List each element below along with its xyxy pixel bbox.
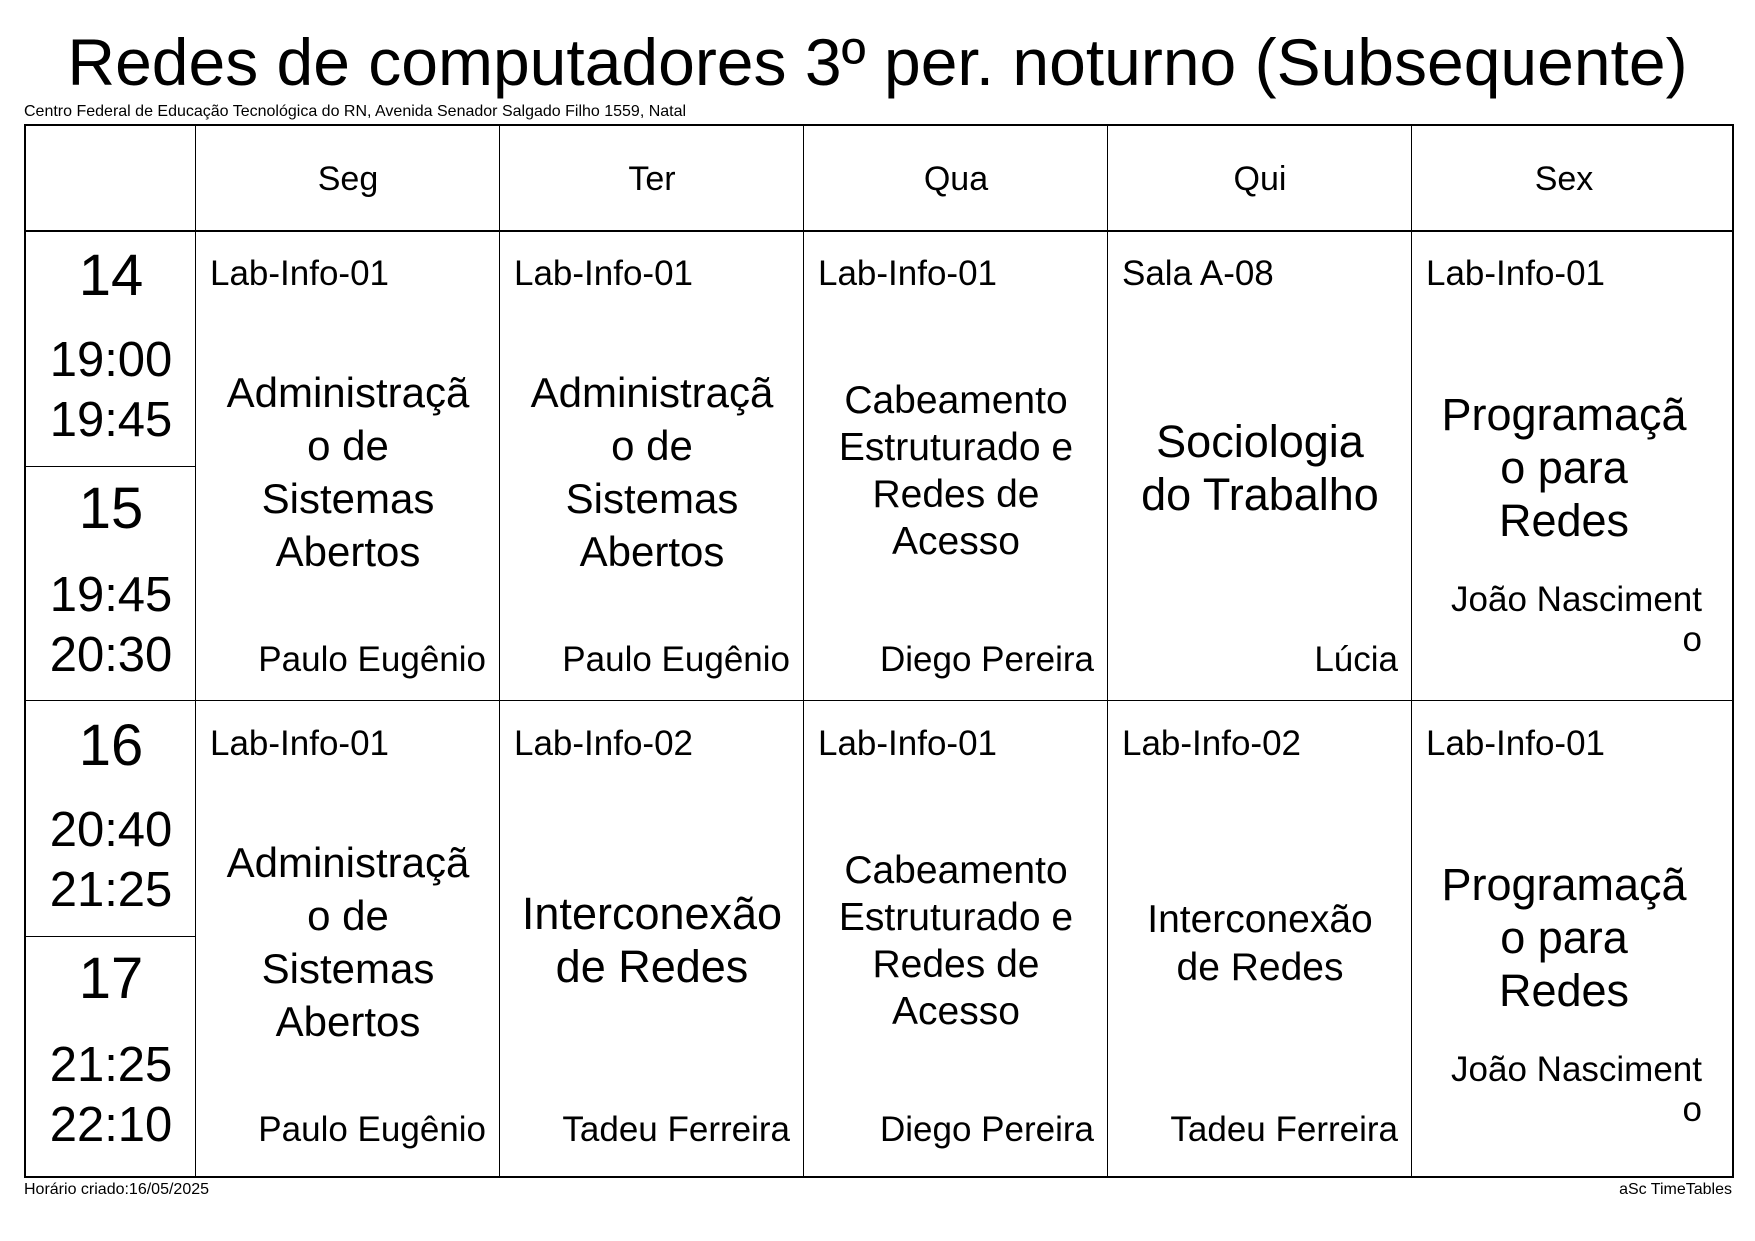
lesson-room: Sala A-08 bbox=[1122, 254, 1274, 293]
day-header-qui: Qui bbox=[1233, 159, 1287, 198]
lesson-room: Lab-Info-01 bbox=[1426, 724, 1606, 763]
lesson-subject: Interconexão de Redes bbox=[521, 888, 783, 992]
period-header bbox=[26, 467, 196, 701]
period-end: 19:45 bbox=[49, 393, 173, 447]
lesson-cell-qua-16[interactable] bbox=[804, 702, 1108, 1172]
created-date: Horário criado:16/05/2025 bbox=[24, 1181, 210, 1198]
period-start: 19:00 bbox=[49, 333, 173, 387]
page-title: Redes de computadores 3º per. noturno (Subsequente) bbox=[67, 25, 1688, 99]
period-start: 19:45 bbox=[49, 568, 173, 622]
period-header bbox=[26, 937, 196, 1172]
day-header-qua: Qua bbox=[923, 159, 989, 198]
period-number: 15 bbox=[78, 476, 144, 541]
lesson-cell-qui-14[interactable] bbox=[1108, 232, 1412, 700]
lesson-teacher: Diego Pereira bbox=[880, 1110, 1094, 1149]
lesson-subject: Programaçã o para Redes bbox=[1441, 859, 1687, 1016]
period-number: 14 bbox=[78, 243, 144, 308]
lesson-cell-qui-16[interactable] bbox=[1108, 702, 1412, 1172]
software-credit: aSc TimeTables bbox=[1619, 1181, 1732, 1198]
period-number: 17 bbox=[78, 946, 144, 1011]
lesson-room: Lab-Info-01 bbox=[818, 254, 998, 293]
lesson-subject: Administraçã o de Sistemas Abertos bbox=[530, 369, 774, 575]
period-end: 20:30 bbox=[49, 628, 173, 682]
lesson-teacher: Diego Pereira bbox=[880, 640, 1094, 679]
lesson-cell-seg-16[interactable] bbox=[196, 702, 500, 1172]
lesson-room: Lab-Info-02 bbox=[1122, 724, 1302, 763]
lesson-subject: Administraçã o de Sistemas Abertos bbox=[226, 839, 470, 1045]
lesson-room: Lab-Info-01 bbox=[514, 254, 694, 293]
period-end: 21:25 bbox=[49, 863, 173, 917]
lesson-room: Lab-Info-01 bbox=[210, 254, 390, 293]
lesson-subject: Interconexão de Redes bbox=[1147, 898, 1373, 989]
lesson-room: Lab-Info-01 bbox=[1426, 254, 1606, 293]
lesson-teacher: João Nasciment o bbox=[1451, 580, 1702, 659]
lesson-cell-ter-16[interactable] bbox=[500, 702, 804, 1172]
lesson-subject: Sociologia do Trabalho bbox=[1141, 416, 1379, 520]
period-number: 16 bbox=[78, 713, 144, 778]
lesson-teacher: Tadeu Ferreira bbox=[1170, 1110, 1398, 1149]
lesson-cell-seg-14[interactable] bbox=[196, 232, 500, 700]
timetable-grid bbox=[24, 124, 1734, 1178]
lesson-teacher: Paulo Eugênio bbox=[562, 640, 790, 679]
day-header-seg: Seg bbox=[317, 159, 379, 198]
lesson-subject: Cabeamento Estruturado e Redes de Acesso bbox=[838, 849, 1074, 1033]
lesson-teacher: Paulo Eugênio bbox=[258, 640, 486, 679]
lesson-subject: Programaçã o para Redes bbox=[1441, 389, 1687, 546]
period-header bbox=[26, 232, 196, 467]
lesson-subject: Cabeamento Estruturado e Redes de Acesso bbox=[838, 379, 1074, 563]
lesson-cell-sex-16[interactable] bbox=[1412, 702, 1716, 1172]
period-start: 20:40 bbox=[49, 803, 173, 857]
period-header bbox=[26, 702, 196, 937]
lesson-teacher: Tadeu Ferreira bbox=[562, 1110, 790, 1149]
lesson-cell-sex-14[interactable] bbox=[1412, 232, 1716, 700]
day-header-sex: Sex bbox=[1534, 159, 1594, 198]
lesson-room: Lab-Info-02 bbox=[514, 724, 694, 763]
lesson-cell-qua-14[interactable] bbox=[804, 232, 1108, 700]
block-divider bbox=[26, 700, 1732, 701]
lesson-cell-ter-14[interactable] bbox=[500, 232, 804, 700]
lesson-teacher: João Nasciment o bbox=[1451, 1050, 1702, 1129]
lesson-teacher: Lúcia bbox=[1314, 640, 1398, 679]
institution-address: Centro Federal de Educação Tecnológica do RN, Avenida Senador Salgado Filho 1559, Natal bbox=[24, 103, 687, 120]
day-header-ter: Ter bbox=[628, 159, 676, 198]
lesson-teacher: Paulo Eugênio bbox=[258, 1110, 486, 1149]
lesson-room: Lab-Info-01 bbox=[818, 724, 998, 763]
lesson-room: Lab-Info-01 bbox=[210, 724, 390, 763]
lesson-subject: Administraçã o de Sistemas Abertos bbox=[226, 369, 470, 575]
period-start: 21:25 bbox=[49, 1038, 173, 1092]
period-end: 22:10 bbox=[49, 1098, 173, 1152]
